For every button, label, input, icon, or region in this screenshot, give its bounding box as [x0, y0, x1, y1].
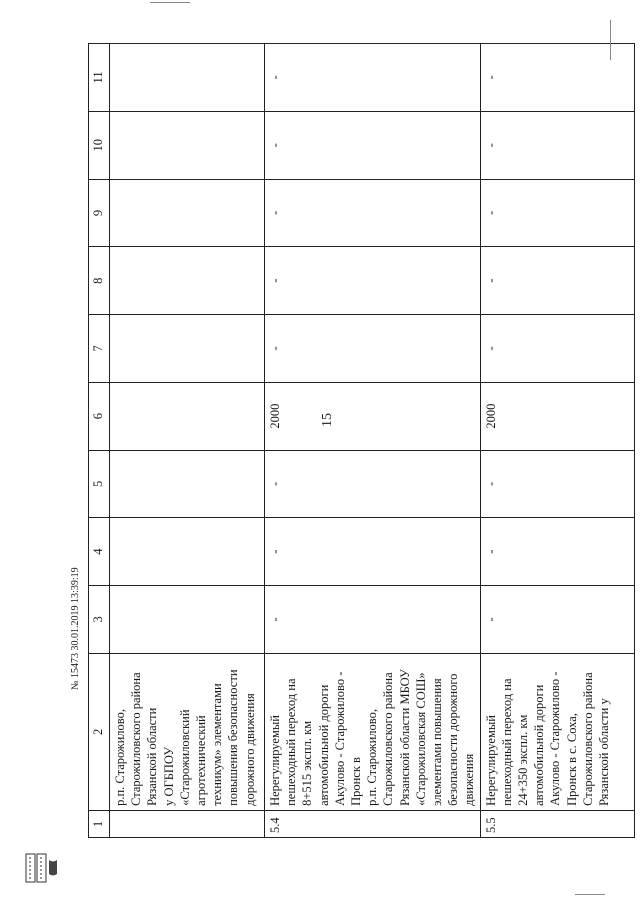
- col-header-8: 8: [89, 247, 110, 315]
- col-header-10: 10: [89, 111, 110, 179]
- table-row: [265, 44, 481, 838]
- cell-col3: [110, 586, 265, 654]
- row-description: Нерегулируемый пешеходный переход на 8+515 экспл. км автомобильной дороги Акулово - Старожилово - Пронск в р.п. Старожилово, Старожиловского района Рязанской области МБОУ «Старожиловская СОШ» элементами повышения безопасности дорожного движения: [265, 653, 481, 810]
- cell-col9: -: [265, 179, 481, 247]
- cell-col8: [110, 247, 265, 315]
- col-header-2: 2: [89, 653, 110, 810]
- row-number: [110, 810, 265, 837]
- page-number: 15: [320, 413, 335, 427]
- cell-col9: -: [480, 179, 634, 247]
- col-header-11: 11: [89, 44, 110, 112]
- cell-col8: -: [265, 247, 481, 315]
- cell-col4: -: [480, 518, 634, 586]
- cell-col8: -: [480, 247, 634, 315]
- scan-mark: [575, 894, 605, 895]
- registration-stamp-text: № 15473 30.01.2019 13:39:19: [70, 567, 81, 690]
- header-row: [89, 44, 110, 838]
- col-header-4: 4: [89, 518, 110, 586]
- row-description: р.п. Старожилово, Старожиловского района Рязанской области у ОГБПОУ «Старожиловский агротехнический техникум» элементами повышения безопасности дорожного движения: [110, 653, 265, 810]
- cell-col4: -: [265, 518, 481, 586]
- program-table: [88, 43, 635, 838]
- scan-mark: [150, 2, 190, 3]
- col-header-6: 6: [89, 382, 110, 450]
- cell-col10: [110, 111, 265, 179]
- cell-col11: [110, 44, 265, 112]
- cell-col3: -: [480, 586, 634, 654]
- row-number: 5.4: [265, 810, 481, 837]
- cell-col6: 2000: [265, 382, 481, 450]
- col-header-7: 7: [89, 315, 110, 383]
- scan-mark: [610, 20, 611, 60]
- table-row: [110, 44, 265, 838]
- cell-col10: -: [480, 111, 634, 179]
- cell-col5: -: [265, 450, 481, 518]
- col-header-3: 3: [89, 586, 110, 654]
- cell-col11: -: [265, 44, 481, 112]
- table-row: [480, 44, 634, 838]
- cell-col7: [110, 315, 265, 383]
- cell-col10: -: [265, 111, 481, 179]
- cell-col3: -: [265, 586, 481, 654]
- registry-stamp-icon: [22, 848, 60, 886]
- cell-col6: [110, 382, 265, 450]
- cell-col5: -: [480, 450, 634, 518]
- row-description: Нерегулируемый пешеходный переход на 24+350 экспл. км автомобильной дороги Акулово - Старожилово - Пронск в с. Соха, Старожиловского района Рязанской области у: [480, 653, 634, 810]
- cell-col9: [110, 179, 265, 247]
- cell-col5: [110, 450, 265, 518]
- cell-col7: -: [480, 315, 634, 383]
- cell-col11: -: [480, 44, 634, 112]
- row-number: 5.5: [480, 810, 634, 837]
- rotated-table-sheet: [88, 43, 635, 838]
- col-header-9: 9: [89, 179, 110, 247]
- col-header-5: 5: [89, 450, 110, 518]
- col-header-1: 1: [89, 810, 110, 837]
- cell-col4: [110, 518, 265, 586]
- cell-col6: 2000: [480, 382, 634, 450]
- cell-col7: -: [265, 315, 481, 383]
